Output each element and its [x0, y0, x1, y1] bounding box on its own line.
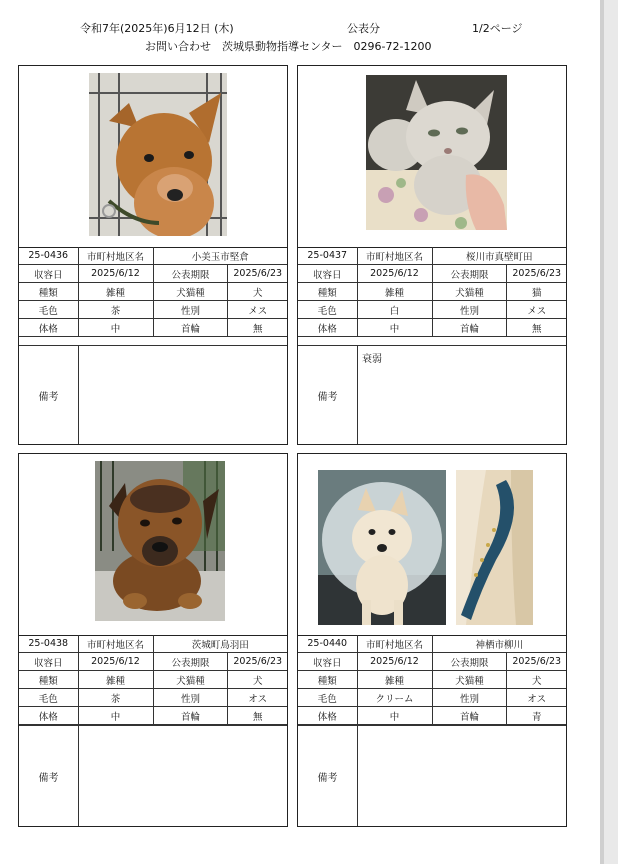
page-edge	[600, 0, 618, 864]
area-value: 小美玉市堅倉	[153, 247, 287, 265]
coat-label: 毛色	[19, 689, 78, 707]
remarks-label: 備考	[298, 346, 358, 444]
species-label: 犬猫種	[153, 283, 228, 301]
table-row	[19, 301, 287, 319]
size-label: 体格	[19, 707, 78, 725]
area-label: 市町村地区名	[78, 635, 153, 653]
breed-value: 雑種	[78, 671, 153, 689]
breed-label: 種類	[298, 283, 357, 301]
size-label: 体格	[19, 319, 78, 337]
sex-label: 性別	[153, 301, 228, 319]
species-value: 犬	[228, 671, 287, 689]
area-label: 市町村地区名	[357, 635, 432, 653]
coat-value: 白	[357, 301, 432, 319]
intake-date-value: 2025/6/12	[78, 653, 153, 671]
photo-area	[19, 66, 287, 248]
publish-until-label: 公表期限	[432, 265, 507, 283]
remarks-box	[19, 345, 287, 444]
size-value: 中	[78, 319, 153, 337]
publish-kind: 公表分	[347, 22, 380, 35]
publish-until-value: 2025/6/23	[228, 265, 287, 283]
breed-value: 雑種	[78, 283, 153, 301]
area-value: 茨城町鳥羽田	[153, 635, 287, 653]
publish-date: 令和7年(2025年)6月12日 (木)	[80, 22, 234, 35]
publish-until-label: 公表期限	[153, 265, 228, 283]
remarks-label: 備考	[19, 346, 79, 444]
dog-photo	[318, 470, 446, 625]
table-row	[298, 689, 566, 707]
intake-date-value: 2025/6/12	[357, 653, 432, 671]
intake-date-label: 収容日	[298, 265, 357, 283]
breed-value: 雑種	[357, 283, 432, 301]
cat-photo	[366, 75, 507, 230]
table-row	[19, 319, 287, 337]
area-label: 市町村地区名	[357, 247, 432, 265]
sex-label: 性別	[153, 689, 228, 707]
table-row	[19, 707, 287, 725]
species-value: 犬	[507, 671, 566, 689]
table-row	[298, 247, 566, 265]
table-row	[19, 265, 287, 283]
table-row	[298, 707, 566, 725]
dog-photo	[89, 73, 227, 236]
dog-photo	[95, 461, 225, 621]
collar-photo	[456, 470, 533, 625]
info-table	[19, 247, 287, 337]
collar-label: 首輪	[153, 319, 228, 337]
species-label: 犬猫種	[432, 283, 507, 301]
area-value: 桜川市真壁町田	[432, 247, 566, 265]
animal-card	[297, 65, 567, 445]
publish-until-label: 公表期限	[153, 653, 228, 671]
remarks-label: 備考	[298, 726, 358, 826]
sex-value: メス	[507, 301, 566, 319]
intake-date-value: 2025/6/12	[78, 265, 153, 283]
breed-label: 種類	[298, 671, 357, 689]
page-number: 1/2ページ	[472, 22, 523, 35]
intake-date-label: 収容日	[298, 653, 357, 671]
animal-card	[18, 453, 288, 827]
intake-date-label: 収容日	[19, 653, 78, 671]
table-row	[19, 283, 287, 301]
coat-value: 茶	[78, 301, 153, 319]
size-label: 体格	[298, 707, 357, 725]
collar-label: 首輪	[432, 319, 507, 337]
collar-value: 無	[507, 319, 566, 337]
size-value: 中	[357, 707, 432, 725]
area-label: 市町村地区名	[78, 247, 153, 265]
table-row	[298, 319, 566, 337]
sex-label: 性別	[432, 689, 507, 707]
breed-label: 種類	[19, 671, 78, 689]
animal-id: 25-0438	[19, 635, 78, 653]
collar-label: 首輪	[432, 707, 507, 725]
table-row	[298, 653, 566, 671]
info-table	[19, 635, 287, 725]
remarks-label: 備考	[19, 726, 79, 826]
sex-value: オス	[228, 689, 287, 707]
info-table	[298, 635, 566, 725]
size-label: 体格	[298, 319, 357, 337]
coat-label: 毛色	[298, 301, 357, 319]
table-row	[298, 283, 566, 301]
species-label: 犬猫種	[153, 671, 228, 689]
photo-area	[19, 454, 287, 636]
intake-date-value: 2025/6/12	[357, 265, 432, 283]
collar-value: 無	[228, 319, 287, 337]
table-row	[19, 653, 287, 671]
photo-area	[298, 454, 566, 636]
table-row	[19, 671, 287, 689]
sex-value: メス	[228, 301, 287, 319]
publish-until-value: 2025/6/23	[228, 653, 287, 671]
animal-card	[18, 65, 288, 445]
area-value: 神栖市柳川	[432, 635, 566, 653]
contact-info: お問い合わせ 茨城県動物指導センター 0296-72-1200	[145, 40, 432, 53]
breed-label: 種類	[19, 283, 78, 301]
remarks-box	[298, 725, 566, 826]
table-row	[19, 635, 287, 653]
species-label: 犬猫種	[432, 671, 507, 689]
table-row	[298, 265, 566, 283]
species-value: 犬	[228, 283, 287, 301]
breed-value: 雑種	[357, 671, 432, 689]
animal-id: 25-0437	[298, 247, 357, 265]
coat-value: 茶	[78, 689, 153, 707]
table-row	[298, 301, 566, 319]
animal-id: 25-0440	[298, 635, 357, 653]
size-value: 中	[78, 707, 153, 725]
table-row	[19, 247, 287, 265]
remarks-box	[298, 345, 566, 444]
info-table	[298, 247, 566, 337]
collar-label: 首輪	[153, 707, 228, 725]
page-header	[0, 0, 600, 60]
remarks-box	[19, 725, 287, 826]
animal-id: 25-0436	[19, 247, 78, 265]
size-value: 中	[357, 319, 432, 337]
coat-label: 毛色	[298, 689, 357, 707]
publish-until-value: 2025/6/23	[507, 265, 566, 283]
sex-label: 性別	[432, 301, 507, 319]
publish-until-value: 2025/6/23	[507, 653, 566, 671]
collar-value: 無	[228, 707, 287, 725]
table-row	[298, 671, 566, 689]
photo-area	[298, 66, 566, 248]
species-value: 猫	[507, 283, 566, 301]
intake-date-label: 収容日	[19, 265, 78, 283]
coat-value: クリーム	[357, 689, 432, 707]
animal-card	[297, 453, 567, 827]
collar-value: 青	[507, 707, 566, 725]
table-row	[19, 689, 287, 707]
remarks-value: 衰弱	[362, 354, 382, 365]
sex-value: オス	[507, 689, 566, 707]
coat-label: 毛色	[19, 301, 78, 319]
publish-until-label: 公表期限	[432, 653, 507, 671]
table-row	[298, 635, 566, 653]
